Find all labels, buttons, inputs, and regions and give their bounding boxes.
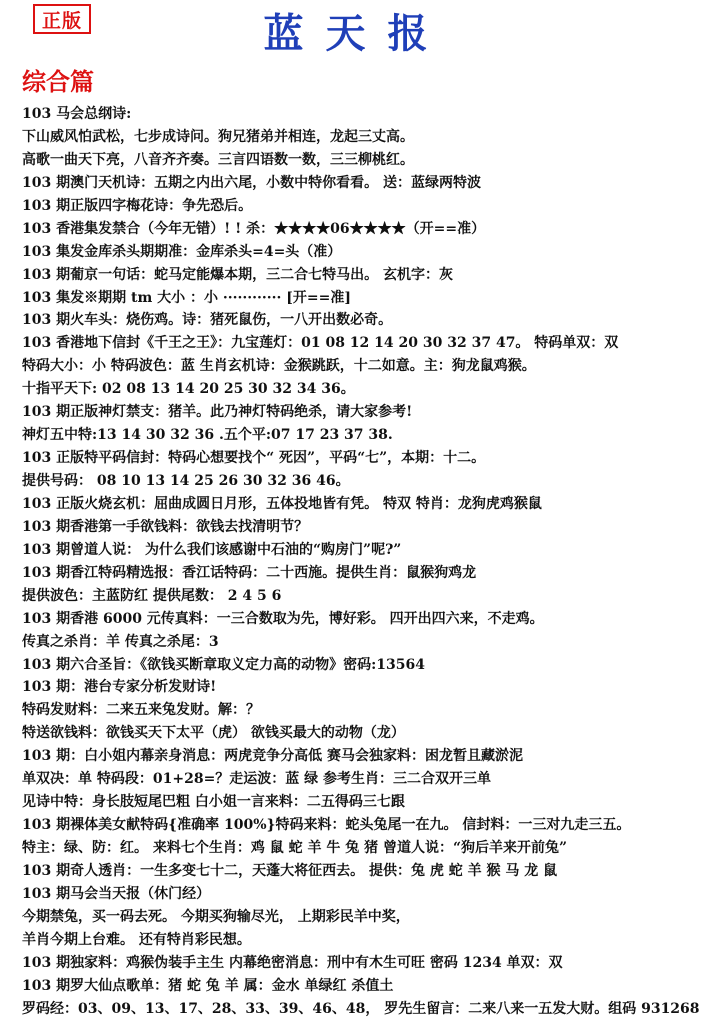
text-line: 罗码经：03、09、13、17、28、33、39、46、48， 罗先生留言：二来八来一五发大财。组码 931268	[22, 1000, 700, 1017]
page-title: 蓝天报	[263, 10, 450, 57]
text-line: 特送欲钱料：欲钱买天下太平（虎） 欲钱买最大的动物（龙）	[22, 725, 405, 742]
section-heading: 综合篇	[22, 67, 94, 96]
text-line: 神灯五中特:13 14 30 32 36 .五个平:07 17 23 37 38.	[22, 427, 393, 444]
text-line: 103 正版火烧玄机：屈曲成圆日月形，五体投地皆有凭。 特双 特肖：龙狗虎鸡猴鼠	[22, 495, 542, 512]
text-line: 103 期火车头：烧伤鸡。诗：猪死鼠伤，一八开出数必奇。	[22, 312, 393, 329]
text-line: 103 正版特平码信封：特码心想要找个“ 死因”，平码“七”，本期：十二。	[22, 450, 486, 467]
text-line: 103 集发※期期 tm 大小 ：小 ············ [开==准]	[22, 289, 351, 306]
text-line: 十指平天下: 02 08 13 14 20 25 30 32 34 36。	[22, 381, 355, 398]
text-line: 103 期葡京一句话：蛇马定能爆本期，三二合七特马出。 玄机字：灰	[22, 266, 453, 283]
text-line: 单双决：单 特码段：01+28=？走运波：蓝 绿 参考生肖：三二合双开三单	[22, 771, 492, 788]
text-line: 传真之杀肖：羊 传真之杀尾：3	[22, 633, 219, 650]
text-line: 103 期奇人透肖：一生多变七十二，天蓬大将征西去。 提供：兔 虎 蛇 羊 猴 马 龙 鼠	[22, 862, 558, 879]
content-lines	[22, 103, 708, 1021]
text-line: 特主：绿、防：红。 来料七个生肖：鸡 鼠 蛇 羊 牛 兔 猪 曾道人说：“狗后羊来开前兔”	[22, 840, 568, 856]
text-line: 103 期罗大仙点歌单：猪 蛇 兔 羊 属：金水 单绿红 杀值土	[22, 977, 394, 994]
text-line: 103 期六合圣旨：《欲钱买断章取义定力高的动物》密码:13564	[22, 656, 425, 673]
text-line: 103 期正版四字梅花诗：争先恐后。	[22, 197, 253, 214]
text-line: 103 期澳门天机诗：五期之内出六尾，小数中特你看看。 送：蓝绿两特波	[22, 174, 481, 191]
text-line: 103 香港地下信封《千王之王》：九宝莲灯：01 08 12 14 20 30 32 37 47。 特码单双：双	[22, 335, 619, 352]
text-line: 今期禁兔，买一码去死。 今期买狗输尽光， 上期彩民羊中奖，	[22, 908, 410, 925]
text-line: 103 香港集发禁合（今年无错）! ! 杀：★★★★06★★★★（开==准）	[22, 220, 486, 237]
text-line: 特码大小：小 特码波色：蓝 生肖玄机诗：金猴跳跃，十二如意。主：狗龙鼠鸡猴。	[22, 358, 536, 375]
text-line: 103 期裸体美女献特码{准确率 100%}特码来料：蛇头兔尾一在九。 信封料：一三对九走三五。	[22, 817, 631, 834]
text-line: 见诗中特：身长肢短尾巴粗 白小姐一言来料：二五得码三七跟	[22, 794, 405, 811]
text-line: 103 期：白小姐内幕亲身消息：两虎竞争分高低 赛马会独家料：困龙暂且藏淤泥	[22, 748, 523, 765]
text-line: 103 期香港第一手欲钱料：欲钱去找清明节？	[22, 518, 309, 535]
text-line: 103 集发金库杀头期期准：金库杀头=4=头（准）	[22, 243, 342, 260]
text-line: 103 期香港 6000 元传真料：一三合数取为先，博好彩。 四开出四六来，不走鸡。	[22, 610, 544, 627]
text-line: 103 期：港台专家分析发财诗!	[22, 679, 217, 696]
text-line: 羊肖今期上台难。 还有特肖彩民想。	[22, 931, 251, 948]
text-line: 高歌一曲天下亮，八音齐齐奏。三言四语数一数，三三柳桃红。	[22, 151, 414, 168]
text-line: 103 期曾道人说： 为什么我们该感谢中石油的“购房门”呢?”	[22, 541, 402, 558]
text-line: 103 期正版神灯禁支：猪羊。此乃神灯特码绝杀，请大家参考!	[22, 404, 413, 421]
text-line: 103 期马会当天报（休门经）	[22, 885, 211, 902]
text-line: 提供号码： 08 10 13 14 25 26 30 32 36 46。	[22, 473, 350, 489]
text-line: 103 期香江特码精选报：香江话特码：二十西施。提供生肖：鼠猴狗鸡龙	[22, 564, 477, 581]
stamp-label: 正版	[33, 4, 91, 34]
text-line: 103 马会总纲诗:	[22, 106, 132, 122]
text-line: 103 期独家料：鸡猴伪装手主生 内幕绝密消息：刑中有木生可旺 密码 1234 单双：双	[22, 954, 563, 971]
text-line: 下山威风怕武松，七步成诗问。狗兄猪弟并相连，龙起三丈高。	[22, 128, 414, 145]
text-line: 特码发财料：二来五来兔发财。解：？	[22, 702, 260, 719]
text-line: 提供波色：主蓝防红 提供尾数： 2 4 5 6	[22, 587, 282, 604]
